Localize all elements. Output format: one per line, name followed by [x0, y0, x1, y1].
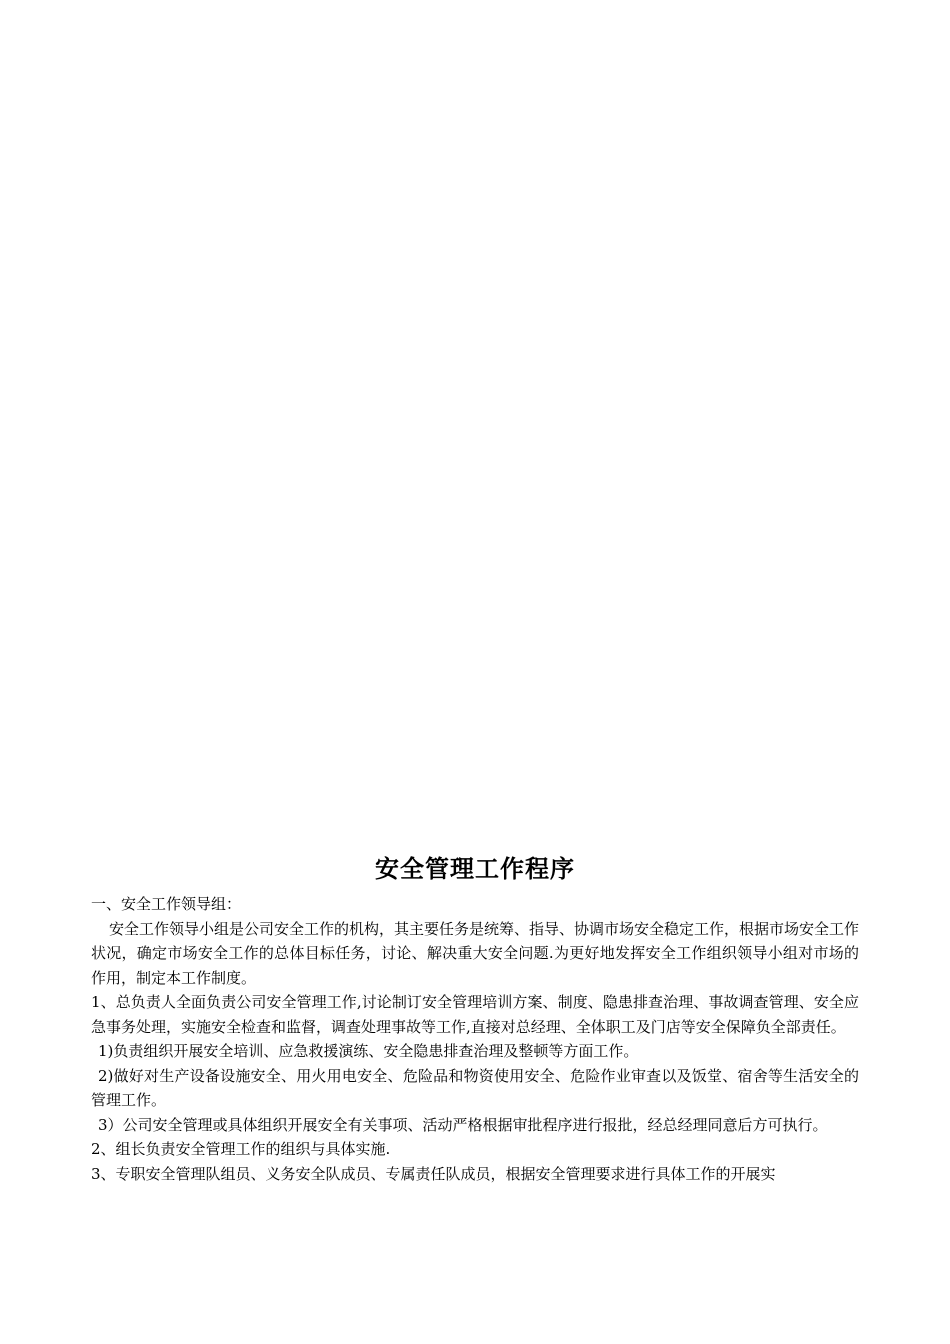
document-title: 安全管理工作程序 [375, 854, 575, 883]
sub-item-1-paragraph: 1)负责组织开展安全培训、应急救援演练、安全隐患排查治理及整顿等方面工作。 [98, 1042, 639, 1060]
document-content [91, 852, 859, 1186]
item-2-paragraph: 2、组长负责安全管理工作的组织与具体实施. [91, 1140, 391, 1158]
sub-item-3-paragraph: 3）公司安全管理或具体组织开展安全有关事项、活动严格根据审批程序进行报批，经总经理同意后方可执行。 [98, 1115, 828, 1134]
sub-item-2-paragraph: 2)做好对生产设备设施安全、用火用电安全、危险品和物资使用安全、危险作业审查以及饭堂、宿舍等生活安全的管理工作。 [91, 1066, 859, 1109]
item-1-paragraph: 1、总负责人全面负责公司安全管理工作,讨论制订安全管理培训方案、制度、隐患排查治理、事故调查管理、安全应急事务处理，实施安全检查和监督，调查处理事故等工作,直接对总经理、全体职工及门店等安全保障负全部责任。 [91, 993, 859, 1036]
section-heading: 一、安全工作领导组： [91, 895, 242, 913]
intro-paragraph: 安全工作领导小组是公司安全工作的机构，其主要任务是统筹、指导、协调市场安全稳定工作，根据市场安全工作状况，确定市场安全工作的总体目标任务，讨论、解决重大安全问题.为更好地发挥安全工作组织领导小组对市场的作用，制定本工作制度。 [91, 919, 860, 987]
item-3-paragraph: 3、专职安全管理队组员、义务安全队成员、专属责任队成员，根据安全管理要求进行具体工作的开展实 [91, 1164, 776, 1183]
